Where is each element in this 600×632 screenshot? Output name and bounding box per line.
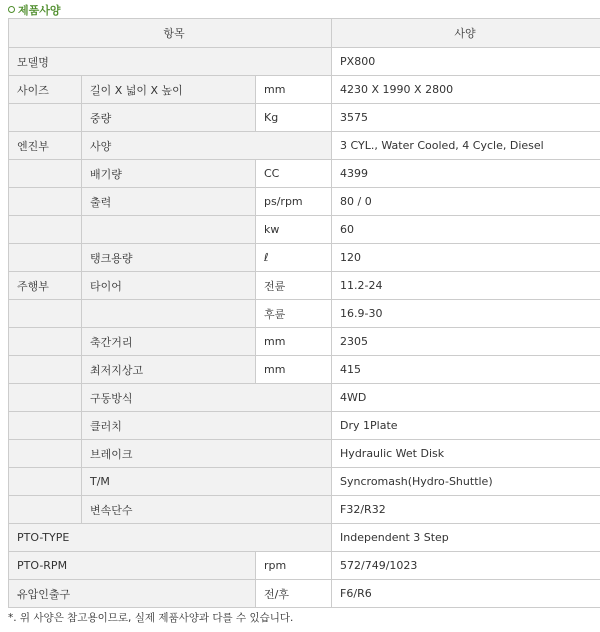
group-label (9, 440, 82, 468)
circle-bullet-icon (8, 6, 15, 13)
group-label: 주행부 (9, 272, 82, 300)
group-label: 사이즈 (9, 76, 82, 104)
item-label (82, 300, 256, 328)
spec-value: 4399 (332, 160, 600, 188)
group-label (9, 328, 82, 356)
table-row (9, 412, 600, 440)
unit-cell: Kg (256, 104, 332, 132)
table-row (9, 524, 600, 552)
item-label: T/M (82, 468, 332, 496)
item-label: 길이 X 넓이 X 높이 (82, 76, 256, 104)
row-label: 모델명 (9, 48, 332, 76)
unit-cell: 후륜 (256, 300, 332, 328)
spec-value: 11.2-24 (332, 272, 600, 300)
unit-cell: mm (256, 328, 332, 356)
table-row (9, 328, 600, 356)
group-label: 엔진부 (9, 132, 82, 160)
table-header-row (9, 19, 600, 48)
section-title (8, 2, 61, 18)
table-row (9, 216, 600, 244)
unit-cell: rpm (256, 552, 332, 580)
item-label: 브레이크 (82, 440, 332, 468)
column-header-item: 항목 (9, 19, 332, 48)
spec-table (8, 18, 600, 608)
spec-value: 4230 X 1990 X 2800 (332, 76, 600, 104)
item-label: 탱크용량 (82, 244, 256, 272)
item-label: 구동방식 (82, 384, 332, 412)
group-label (9, 300, 82, 328)
table-row (9, 468, 600, 496)
table-row (9, 188, 600, 216)
table-row (9, 160, 600, 188)
spec-value: 3575 (332, 104, 600, 132)
table-row (9, 356, 600, 384)
item-label: 축간거리 (82, 328, 256, 356)
spec-value: 60 (332, 216, 600, 244)
column-header-spec: 사양 (332, 19, 600, 48)
unit-cell: CC (256, 160, 332, 188)
table-row (9, 132, 600, 160)
unit-cell: 전륜 (256, 272, 332, 300)
unit-cell: ps/rpm (256, 188, 332, 216)
row-label: 유압인출구 (9, 580, 256, 608)
group-label (9, 468, 82, 496)
spec-value: 2305 (332, 328, 600, 356)
spec-value: 415 (332, 356, 600, 384)
row-label: PTO-TYPE (9, 524, 332, 552)
table-row (9, 552, 600, 580)
group-label (9, 412, 82, 440)
table-row (9, 300, 600, 328)
group-label (9, 384, 82, 412)
unit-cell: ℓ (256, 244, 332, 272)
unit-cell: mm (256, 356, 332, 384)
item-label: 타이어 (82, 272, 256, 300)
spec-value: 4WD (332, 384, 600, 412)
section-title-text: 제품사양 (18, 4, 61, 17)
table-row (9, 272, 600, 300)
group-label (9, 216, 82, 244)
table-row (9, 48, 600, 76)
spec-value: Syncromash(Hydro-Shuttle) (332, 468, 600, 496)
spec-value: 80 / 0 (332, 188, 600, 216)
table-row (9, 440, 600, 468)
unit-cell: 전/후 (256, 580, 332, 608)
item-label: 클러치 (82, 412, 332, 440)
group-label (9, 244, 82, 272)
spec-value: 120 (332, 244, 600, 272)
spec-value: F6/R6 (332, 580, 600, 608)
table-row (9, 384, 600, 412)
table-row (9, 496, 600, 524)
table-row (9, 580, 600, 608)
row-label: PTO-RPM (9, 552, 256, 580)
spec-value: F32/R32 (332, 496, 600, 524)
group-label (9, 356, 82, 384)
item-label: 변속단수 (82, 496, 332, 524)
unit-cell: mm (256, 76, 332, 104)
item-label: 사양 (82, 132, 332, 160)
spec-value: 572/749/1023 (332, 552, 600, 580)
spec-value: Independent 3 Step (332, 524, 600, 552)
spec-value: PX800 (332, 48, 600, 76)
group-label (9, 104, 82, 132)
disclaimer-note: *. 위 사양은 참고용이므로, 실제 제품사양과 다를 수 있습니다. (8, 612, 294, 624)
item-label: 최저지상고 (82, 356, 256, 384)
spec-value: Hydraulic Wet Disk (332, 440, 600, 468)
item-label (82, 216, 256, 244)
item-label: 중량 (82, 104, 256, 132)
item-label: 출력 (82, 188, 256, 216)
group-label (9, 188, 82, 216)
table-row (9, 76, 600, 104)
unit-cell: kw (256, 216, 332, 244)
group-label (9, 160, 82, 188)
item-label: 배기량 (82, 160, 256, 188)
spec-value: Dry 1Plate (332, 412, 600, 440)
spec-value: 16.9-30 (332, 300, 600, 328)
table-row (9, 244, 600, 272)
spec-value: 3 CYL., Water Cooled, 4 Cycle, Diesel (332, 132, 600, 160)
table-row (9, 104, 600, 132)
group-label (9, 496, 82, 524)
